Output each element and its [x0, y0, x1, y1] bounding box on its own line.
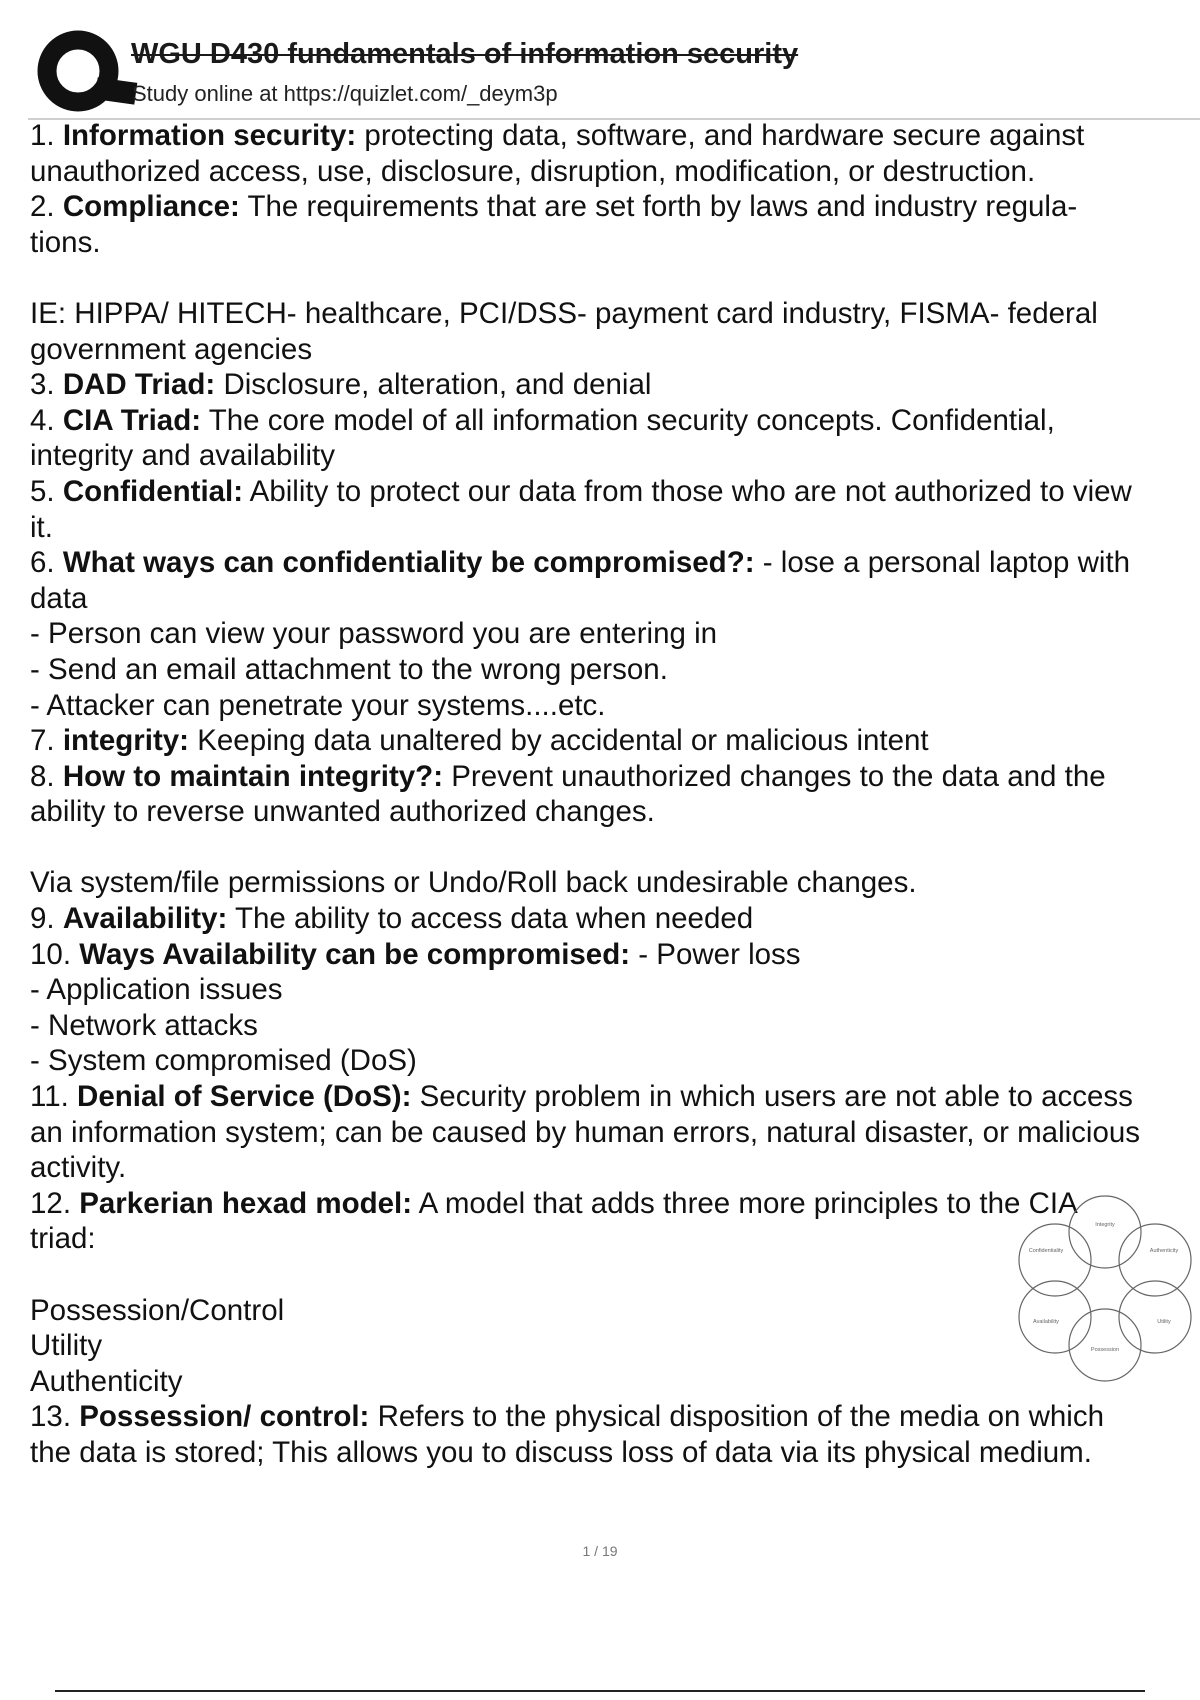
- card-text: government agencies: [30, 332, 313, 366]
- text-line: [30, 1043, 1195, 1079]
- text-line: [30, 688, 1195, 724]
- card-text: The requirements that are set forth by laws and industry regula-: [239, 190, 1078, 224]
- page-header: [28, 28, 1188, 118]
- text-line: [30, 438, 1195, 474]
- text-line: [30, 581, 1195, 617]
- text-line: [30, 1435, 1195, 1471]
- card-term: DAD Triad:: [62, 368, 216, 402]
- hexad-label-availability: Availability: [1033, 1319, 1059, 1325]
- flashcard-line: [30, 937, 1195, 973]
- text-line: [30, 794, 1195, 830]
- card-text: - lose a personal laptop with: [754, 546, 1131, 580]
- text-line: [30, 332, 1195, 368]
- hexad-label-integrity: Integrity: [1095, 1222, 1115, 1228]
- card-text: - System compromised (DoS): [30, 1044, 417, 1078]
- card-term: Confidential:: [62, 474, 244, 508]
- study-link: Study online at https://quizlet.com/_deym3p: [132, 81, 558, 106]
- flashcard-line: [30, 403, 1195, 439]
- footer-divider: [55, 1690, 1145, 1692]
- card-text: Security problem in which users are not able to access: [411, 1080, 1133, 1114]
- card-text: - Send an email attachment to the wrong person.: [30, 652, 668, 686]
- card-text: Prevent unauthorized changes to the data and the: [443, 759, 1106, 793]
- flashcard-line: [30, 1079, 1195, 1115]
- card-text: unauthorized access, use, disclosure, disruption, modification, or destruction.: [30, 154, 1036, 188]
- flashcard-line: [30, 545, 1195, 581]
- card-text: protecting data, software, and hardware secure against: [356, 119, 1085, 152]
- card-text: A model that adds three more principles to the CIA: [412, 1186, 1078, 1220]
- document-title: WGU D430 fundamentals of information security: [131, 38, 799, 70]
- flashcard-line: [30, 901, 1195, 937]
- flashcard-line: [30, 723, 1195, 759]
- flashcard-line: [30, 367, 1195, 403]
- card-text: Utility: [30, 1329, 103, 1363]
- card-text: Keeping data unaltered by accidental or malicious intent: [189, 724, 929, 758]
- card-text: Ability to protect our data from those who are not authorized to view: [243, 474, 1132, 508]
- card-text: - Attacker can penetrate your systems....etc.: [30, 688, 606, 722]
- flashcard-line: [30, 474, 1195, 510]
- card-number: 9.: [30, 902, 63, 936]
- card-term: Denial of Service (DoS):: [77, 1080, 412, 1114]
- text-line: [30, 830, 1195, 866]
- card-number: 7.: [30, 724, 63, 758]
- card-text: tions.: [30, 225, 101, 259]
- card-term: Ways Availability can be compromised:: [79, 937, 631, 971]
- hexad-label-confidentiality: Confidentiality: [1028, 1248, 1064, 1254]
- card-text: Refers to the physical disposition of the media on which: [369, 1400, 1104, 1434]
- card-text: the data is stored; This allows you to discuss loss of data via its physical medium.: [30, 1435, 1092, 1469]
- text-line: [30, 652, 1195, 688]
- card-text: The core model of all information security concepts. Confidential,: [201, 403, 1055, 437]
- card-term: Compliance:: [62, 190, 240, 224]
- card-text: The ability to access data when needed: [227, 902, 754, 936]
- card-text: data: [30, 581, 88, 615]
- text-line: [30, 1115, 1195, 1151]
- card-number: 5.: [30, 474, 63, 508]
- text-line: [30, 225, 1195, 261]
- text-line: [30, 1008, 1195, 1044]
- text-line: [30, 260, 1195, 296]
- flashcard-line: [30, 1399, 1195, 1435]
- card-term: Availability:: [62, 902, 228, 936]
- card-text: it.: [30, 510, 53, 544]
- card-number: 1.: [30, 119, 63, 152]
- quizlet-logo-icon: [28, 28, 140, 114]
- card-term: How to maintain integrity?:: [62, 759, 444, 793]
- card-term: Information security:: [62, 119, 357, 152]
- card-term: Parkerian hexad model:: [79, 1186, 413, 1220]
- card-term: integrity:: [62, 724, 190, 758]
- page-number: 1 / 19: [582, 1543, 618, 1559]
- text-line: [30, 154, 1195, 190]
- card-text: - Application issues: [30, 973, 283, 1007]
- hexad-label-possession: Possession: [1090, 1347, 1120, 1353]
- card-text: IE: HIPPA/ HITECH- healthcare, PCI/DSS- payment card industry, FISMA- federal: [30, 296, 1098, 330]
- card-text: Authenticity: [30, 1364, 183, 1398]
- card-text: - Person can view your password you are entering in: [30, 617, 718, 651]
- card-text: Via system/file permissions or Undo/Roll back undesirable changes.: [30, 866, 917, 900]
- card-term: Possession/ control:: [79, 1400, 370, 1434]
- card-number: 12.: [30, 1186, 80, 1220]
- card-term: CIA Triad:: [62, 403, 202, 437]
- card-text: an information system; can be caused by human errors, natural disaster, or malicious: [30, 1115, 1141, 1149]
- hexad-label-authenticity: Authenticity: [1149, 1248, 1179, 1254]
- parkerian-hexad-diagram: [1010, 1195, 1200, 1385]
- text-line: [30, 296, 1195, 332]
- flashcard-line: [30, 118, 1195, 154]
- flashcard-line: [30, 189, 1195, 225]
- text-line: [30, 1150, 1195, 1186]
- card-term: What ways can confidentiality be compromised?:: [62, 546, 755, 580]
- card-text: - Power loss: [630, 937, 801, 971]
- card-number: 11.: [30, 1080, 78, 1114]
- text-line: [30, 510, 1195, 546]
- card-number: 6.: [30, 546, 63, 580]
- card-number: 13.: [30, 1400, 80, 1434]
- text-line: [30, 865, 1195, 901]
- card-text: integrity and availability: [30, 439, 335, 473]
- flashcard-line: [30, 759, 1195, 795]
- card-text: activity.: [30, 1151, 127, 1185]
- card-text: Possession/Control: [30, 1293, 285, 1327]
- card-number: 2.: [30, 190, 63, 224]
- text-line: [30, 616, 1195, 652]
- card-text: Disclosure, alteration, and denial: [215, 368, 652, 402]
- card-text: - Network attacks: [30, 1008, 258, 1042]
- hexad-label-utility: Utility: [1157, 1319, 1171, 1325]
- card-number: 8.: [30, 759, 63, 793]
- text-line: [30, 972, 1195, 1008]
- card-text: ability to reverse unwanted authorized changes.: [30, 795, 655, 829]
- card-number: 10.: [30, 937, 80, 971]
- card-text: triad:: [30, 1222, 96, 1256]
- card-number: 4.: [30, 403, 63, 437]
- card-number: 3.: [30, 368, 63, 402]
